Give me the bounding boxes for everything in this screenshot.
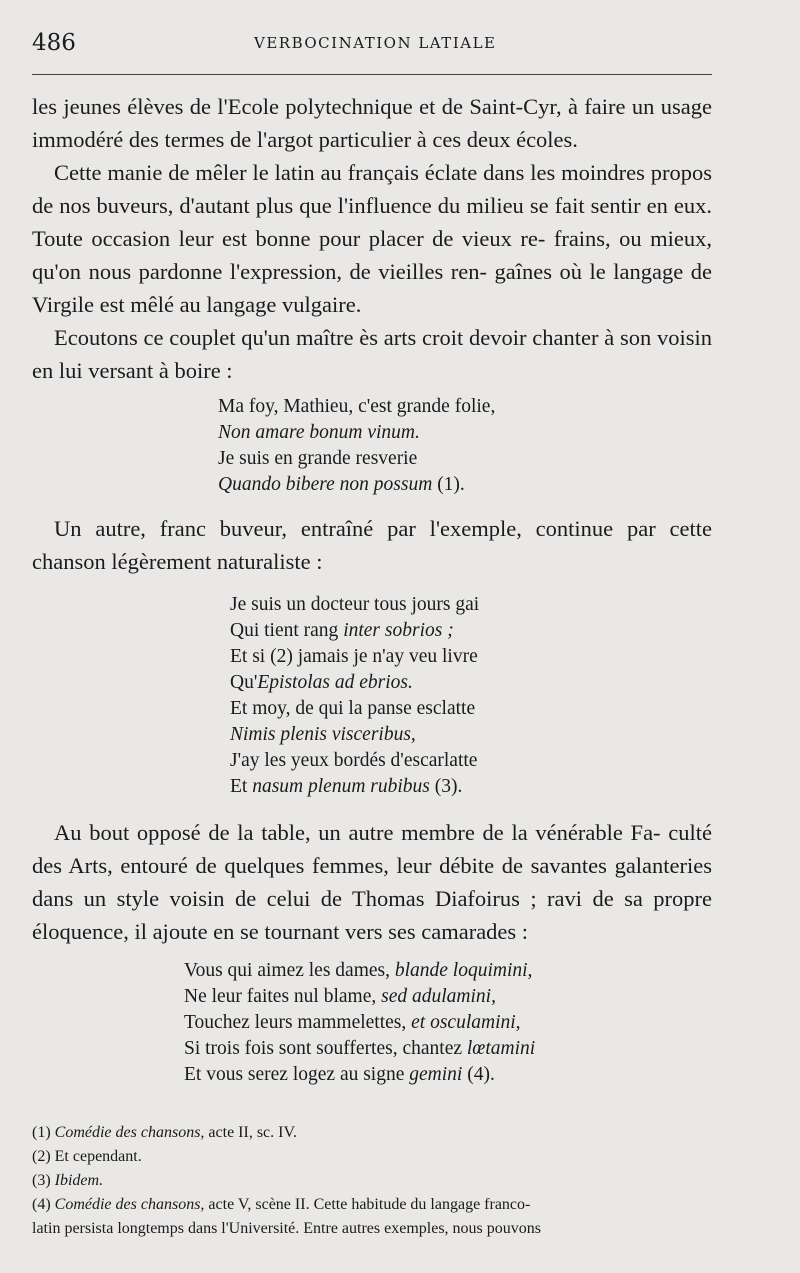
- body-block-2: [32, 512, 712, 578]
- verse-line: Quando bibere non possum (1).: [218, 474, 465, 495]
- verse-block-2: [230, 592, 479, 800]
- paragraph: les jeunes élèves de l'Ecole polytechnique et de Saint-Cyr, à faire un usage immodéré des termes de l'argot particulier à ces deux écoles.: [32, 94, 712, 152]
- running-title: VERBOCINATION LATIALE: [254, 34, 497, 52]
- paragraph: Un autre, franc buveur, entraîné par l'exemple, continue par cette chanson légèrement naturaliste :: [32, 516, 712, 574]
- footnote: (3) Ibidem.: [32, 1172, 104, 1189]
- footnotes: [32, 1121, 722, 1241]
- verse-line: Et moy, de qui la panse esclatte: [230, 698, 476, 719]
- verse-line: Touchez leurs mammelettes, et osculamini,: [184, 1012, 521, 1033]
- verse-line: Nimis plenis visceribus,: [230, 724, 416, 745]
- body-block-1: [32, 90, 712, 387]
- page-header: [32, 30, 712, 64]
- body-block-3: [32, 816, 712, 948]
- page-number: 486: [32, 30, 76, 56]
- footnote: (4) Comédie des chansons, acte V, scène II. Cette habitude du langage franco-: [32, 1196, 531, 1213]
- paragraph: Cette manie de mêler le latin au français éclate dans les moindres propos de nos buveurs, d'autant plus que l'influence du milieu se fait sentir en eux. Toute occasion leur est bonne pour placer de vieux re- frains, ou mieux, qu'on nous pardonne l'expression, de vieilles ren- gaînes où le langage de Virgile est mêlé au langage vulgaire.: [32, 160, 713, 317]
- verse-line: Ne leur faites nul blame, sed adulamini,: [184, 986, 496, 1007]
- paragraph: Au bout opposé de la table, un autre membre de la vénérable Fa- culté des Arts, entouré de quelques femmes, leur débite de savantes galanteries dans un style voisin de celui de Thomas Diafoirus ; ravi de sa propre éloquence, il ajoute en se tournant vers ses camarades :: [32, 820, 713, 944]
- verse-line: Vous qui aimez les dames, blande loquimini,: [184, 960, 533, 981]
- verse-line: J'ay les yeux bordés d'escarlatte: [230, 750, 478, 771]
- paragraph: Ecoutons ce couplet qu'un maître ès arts croit devoir chanter à son voisin en lui versant à boire :: [32, 325, 712, 383]
- verse-line: Et si (2) jamais je n'ay veu livre: [230, 646, 478, 667]
- verse-line: Qu'Epistolas ad ebrios.: [230, 672, 413, 693]
- verse-block-1: [218, 394, 495, 498]
- verse-line: Qui tient rang inter sobrios ;: [230, 620, 454, 641]
- verse-line: Et vous serez logez au signe gemini (4).: [184, 1064, 495, 1085]
- header-rule: [32, 74, 712, 75]
- verse-line: Si trois fois sont souffertes, chantez lœtamini: [184, 1038, 536, 1059]
- verse-line: Et nasum plenum rubibus (3).: [230, 776, 463, 797]
- verse-line: Ma foy, Mathieu, c'est grande folie,: [218, 396, 496, 417]
- verse-line: Non amare bonum vinum.: [218, 422, 420, 443]
- verse-line: Je suis un docteur tous jours gai: [230, 594, 480, 615]
- footnote-continuation: latin persista longtemps dans l'Université. Entre autres exemples, nous pouvons: [32, 1220, 542, 1237]
- verse-block-3: [184, 958, 535, 1088]
- footnote: (2) Et cependant.: [32, 1148, 142, 1165]
- footnote: (1) Comédie des chansons, acte II, sc. IV.: [32, 1124, 297, 1141]
- verse-line: Je suis en grande resverie: [218, 448, 418, 469]
